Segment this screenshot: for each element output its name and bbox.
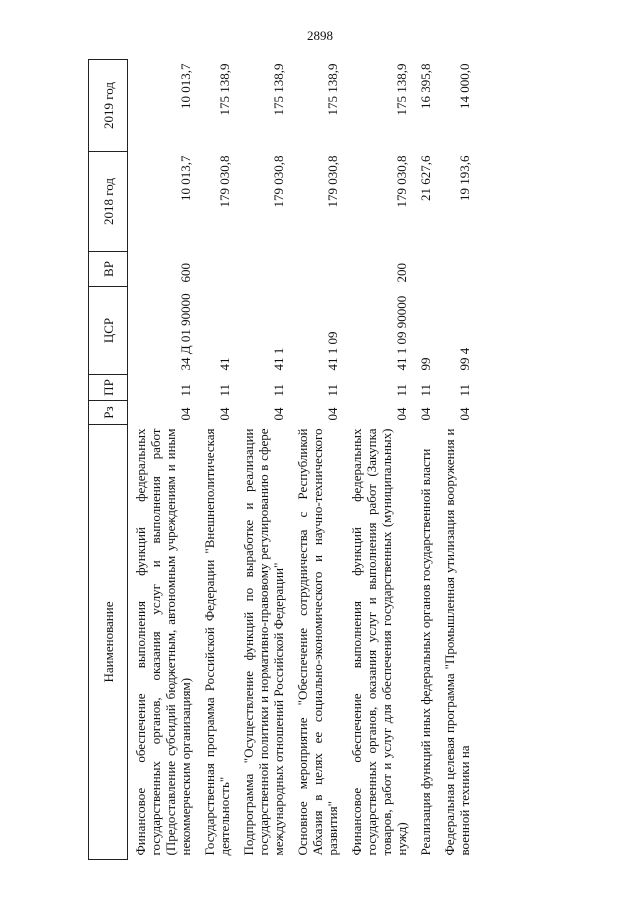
row-rz: 04 bbox=[325, 407, 340, 421]
header-2018: 2018 год bbox=[89, 152, 128, 252]
row-name: Государственная программа Российской Федерации "Внешнеполитическая деятельность" bbox=[202, 428, 232, 856]
row-vr: 200 bbox=[394, 263, 409, 283]
table-row bbox=[197, 60, 236, 860]
row-vr bbox=[197, 252, 236, 287]
row-2019: 175 138,9 bbox=[394, 63, 409, 116]
row-name: Финансовое обеспечение выполнения функций федеральных государственных органов, оказания услуг и выполнения работ (Закупка товаров, работ и услуг для обеспечения государственных (муниципальных) нужд) bbox=[349, 428, 409, 856]
row-csr: 99 bbox=[418, 357, 433, 371]
budget-table bbox=[88, 59, 476, 860]
row-rz: 04 bbox=[418, 407, 433, 421]
row-csr: 34 Д 01 90000 bbox=[178, 293, 193, 371]
row-rz: 04 bbox=[178, 407, 193, 421]
row-rz: 04 bbox=[271, 407, 286, 421]
row-csr: 41 1 09 90000 bbox=[394, 295, 409, 371]
row-2019: 175 138,9 bbox=[271, 63, 286, 116]
row-vr bbox=[413, 252, 437, 287]
row-csr: 99 4 bbox=[457, 347, 472, 371]
table-row bbox=[437, 60, 476, 860]
row-rz: 04 bbox=[457, 407, 472, 421]
table-row bbox=[413, 60, 437, 860]
row-2019: 175 138,9 bbox=[217, 63, 232, 116]
table-row bbox=[290, 60, 344, 860]
row-2018: 19 193,6 bbox=[457, 155, 472, 201]
row-rz: 04 bbox=[394, 407, 409, 421]
table-row bbox=[344, 60, 413, 860]
row-pr: 11 bbox=[178, 383, 193, 397]
header-name: Наименование bbox=[89, 425, 128, 860]
table-header-row bbox=[89, 60, 128, 860]
row-pr: 11 bbox=[325, 383, 340, 397]
row-name: Финансовое обеспечение выполнения функций федеральных государственных органов, оказания услуг и выполнения работ (Предоставление субсидий бюджетным, автономным учреждениям и иным некоммерческим организациям) bbox=[133, 428, 193, 856]
row-pr: 11 bbox=[394, 383, 409, 397]
row-2018: 179 030,8 bbox=[325, 155, 340, 208]
row-2018: 179 030,8 bbox=[271, 155, 286, 208]
header-vr: ВР bbox=[89, 252, 128, 287]
row-pr: 11 bbox=[457, 383, 472, 397]
page-number: 2898 bbox=[307, 28, 333, 43]
row-csr: 41 bbox=[217, 357, 232, 371]
row-2018: 179 030,8 bbox=[217, 155, 232, 208]
row-vr bbox=[437, 252, 476, 287]
row-rz: 04 bbox=[217, 407, 232, 421]
row-2018: 179 030,8 bbox=[394, 155, 409, 208]
row-pr: 11 bbox=[418, 383, 433, 397]
row-2019: 10 013,7 bbox=[178, 63, 193, 109]
rotated-table-wrapper bbox=[88, 60, 598, 860]
row-2019: 16 395,8 bbox=[418, 63, 433, 109]
row-name: Подпрограмма "Осуществление функций по выработке и реализации государственной политики и нормативно-правовому регулированию в сфере международных отношений Российской Федерации" bbox=[241, 428, 286, 856]
table-row bbox=[128, 60, 198, 860]
row-2018: 10 013,7 bbox=[178, 155, 193, 201]
row-csr: 41 1 09 bbox=[325, 331, 340, 371]
row-name: Реализация функций иных федеральных органов государственной власти bbox=[418, 448, 433, 856]
row-name: Основное мероприятие "Обеспечение сотрудничества с Республикой Абхазия в целях ее социально-экономического и научно-технического развития" bbox=[295, 428, 340, 856]
row-pr: 11 bbox=[271, 383, 286, 397]
header-pr: ПР bbox=[89, 375, 128, 401]
header-rz: Рз bbox=[89, 401, 128, 425]
row-2019: 175 138,9 bbox=[325, 63, 340, 116]
row-vr bbox=[236, 252, 290, 287]
row-pr: 11 bbox=[217, 383, 232, 397]
row-2018: 21 627,6 bbox=[418, 155, 433, 201]
table-row bbox=[236, 60, 290, 860]
row-name: Федеральная целевая программа "Промышленная утилизация вооружения и военной техники на bbox=[442, 428, 472, 856]
row-vr bbox=[290, 252, 344, 287]
row-2019: 14 000,0 bbox=[457, 63, 472, 109]
header-2019: 2019 год bbox=[89, 60, 128, 152]
row-csr: 41 1 bbox=[271, 347, 286, 371]
row-vr: 600 bbox=[178, 263, 193, 283]
header-csr: ЦСР bbox=[89, 287, 128, 375]
